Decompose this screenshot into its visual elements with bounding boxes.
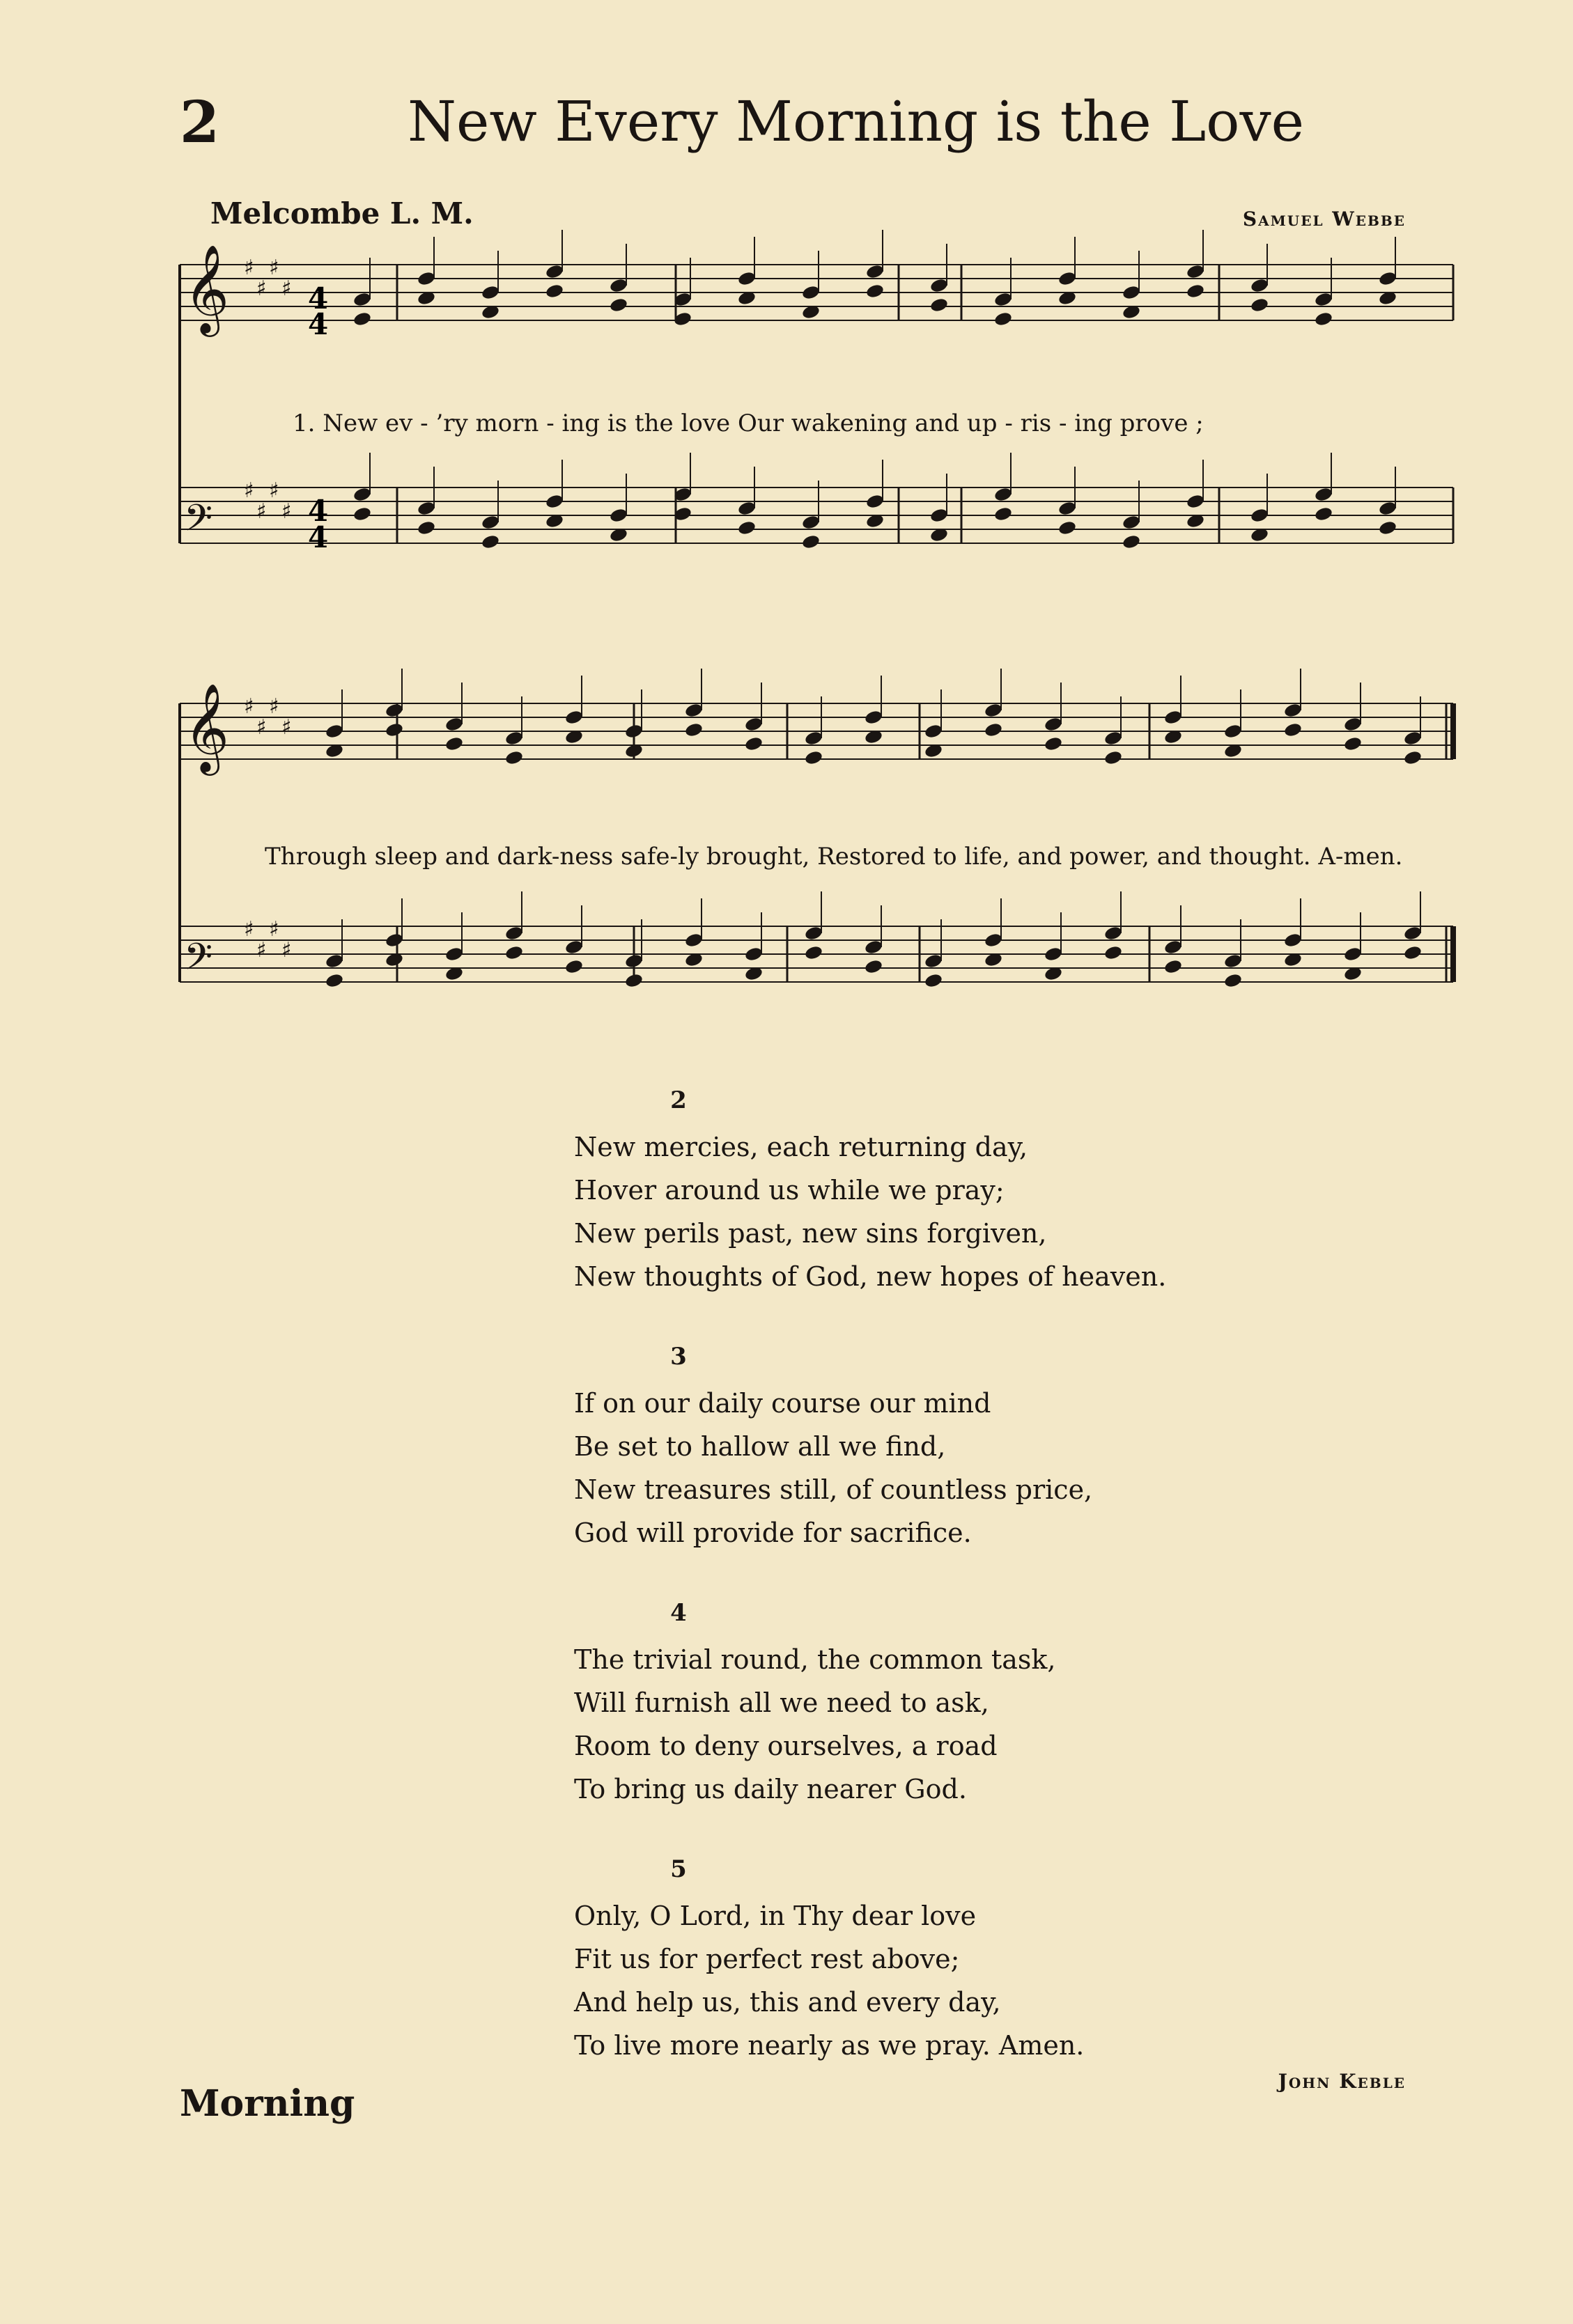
note-head [352, 291, 372, 307]
note-head [993, 486, 1013, 502]
verse-line: Fit us for perfect rest above; [574, 1944, 960, 1974]
note-head [504, 944, 524, 960]
verse-2 [574, 1086, 1271, 1298]
note-head [984, 722, 1003, 738]
note-head [624, 972, 644, 988]
note-head [993, 291, 1013, 307]
key-sharp-icon: ♯ [256, 938, 267, 962]
note-head [929, 507, 949, 523]
note-head [1163, 958, 1183, 974]
note-head [624, 723, 644, 739]
note-head [1186, 283, 1205, 299]
note-head [1403, 925, 1423, 941]
verse-line: Hover around us while we pray; [574, 1175, 1005, 1206]
note-head [684, 702, 704, 718]
note-head [564, 709, 584, 725]
key-sharp-icon: ♯ [269, 694, 279, 719]
note-head [481, 514, 500, 530]
note-head [1314, 291, 1333, 307]
verse-line: If on our daily course our mind [574, 1388, 991, 1419]
note-head [417, 270, 436, 286]
note-head [1103, 730, 1123, 746]
note-head [1044, 735, 1063, 751]
sheet-music [174, 230, 1457, 1017]
note-head [801, 514, 821, 530]
key-sharp-icon: ♯ [281, 499, 292, 524]
note-head [1250, 277, 1269, 293]
staff-systems [180, 230, 1453, 989]
verse-line: New perils past, new sins forgiven, [574, 1218, 1047, 1249]
treble-clef-icon: 𝄞 [184, 683, 230, 772]
note-head [1378, 500, 1397, 516]
verse-line: New mercies, each returning day, [574, 1132, 1028, 1162]
note-head [325, 953, 344, 969]
note-head [385, 722, 404, 738]
note-head [1378, 270, 1397, 286]
verse-line: The trivial round, the common task, [574, 1644, 1056, 1675]
section-label: Morning [180, 2082, 355, 2125]
key-sharp-icon: ♯ [281, 715, 292, 740]
note-head [325, 972, 344, 988]
note-head [929, 297, 949, 313]
verse-line: To bring us daily nearer God. [574, 1774, 967, 1804]
note-head [924, 723, 943, 739]
key-sharp-icon: ♯ [244, 694, 254, 719]
key-sharp-icon: ♯ [244, 478, 254, 503]
time-sig-top-1: 4 [308, 281, 329, 315]
bass-clef-icon: 𝄢 [184, 936, 213, 988]
note-head [624, 953, 644, 969]
verse-line: New treasures still, of countless price, [574, 1474, 1093, 1505]
verse-3 [574, 1343, 1271, 1554]
note-head [684, 932, 704, 948]
note-head [1250, 507, 1269, 523]
note-head [1103, 925, 1123, 941]
note-head [1223, 972, 1243, 988]
key-sharp-icon: ♯ [281, 938, 292, 962]
key-sharp-icon: ♯ [269, 478, 279, 503]
note-head [804, 944, 823, 960]
note-head [444, 716, 464, 732]
note-head [804, 730, 823, 746]
key-sharp-icon: ♯ [281, 276, 292, 301]
note-head [1103, 749, 1123, 765]
note-head [929, 277, 949, 293]
note-head [737, 500, 757, 516]
tune-name: Melcombe L. M. [210, 196, 474, 231]
note-head [1283, 702, 1303, 718]
note-head [564, 958, 584, 974]
note-head [417, 500, 436, 516]
note-head [1186, 263, 1205, 279]
note-head [864, 709, 883, 725]
hymn-number: 2 [180, 89, 220, 156]
note-head [801, 284, 821, 300]
note-head [1223, 723, 1243, 739]
verse-4 [574, 1599, 1271, 1811]
note-head [1378, 520, 1397, 536]
lyric-line-1: 1. New ev - ’ry morn - ing is the love Our wakening and up - ris - ing prove ; [293, 410, 1204, 437]
note-head [801, 533, 821, 549]
note-head [737, 270, 757, 286]
note-head [609, 277, 628, 293]
note-head [1163, 939, 1183, 955]
note-head [865, 283, 885, 299]
note-head [744, 946, 764, 962]
note-head [993, 506, 1013, 522]
note-head [352, 486, 372, 502]
verse-number: 4 [670, 1599, 687, 1627]
note-head [684, 722, 704, 738]
note-head [609, 297, 628, 313]
note-head [481, 533, 500, 549]
note-head [1122, 533, 1141, 549]
note-head [504, 749, 524, 765]
note-head [1403, 749, 1423, 765]
note-head [444, 946, 464, 962]
note-head [444, 735, 464, 751]
note-head [1314, 311, 1333, 327]
note-head [993, 311, 1013, 327]
note-head [352, 506, 372, 522]
note-head [1044, 716, 1063, 732]
note-head [1283, 932, 1303, 948]
note-head [1403, 730, 1423, 746]
time-sig-bottom-2: 4 [308, 520, 329, 554]
note-head [804, 925, 823, 941]
time-sig-bottom-1: 4 [308, 307, 329, 341]
verse-number: 5 [670, 1855, 687, 1883]
note-head [1163, 709, 1183, 725]
lyric-line-2: Through sleep and dark-ness safe-ly brought, Restored to life, and power, and thought. A-men. [265, 843, 1403, 871]
note-head [545, 283, 564, 299]
verse-line: Be set to hallow all we find, [574, 1431, 946, 1462]
note-head [984, 932, 1003, 948]
note-head [1314, 486, 1333, 502]
note-head [1057, 270, 1077, 286]
verse-line: Will furnish all we need to ask, [574, 1687, 989, 1718]
time-sig-top-2: 4 [308, 494, 329, 528]
verse-line: Room to deny ourselves, a road [574, 1731, 998, 1761]
key-sharp-icon: ♯ [269, 256, 279, 280]
verse-line: God will provide for sacrifice. [574, 1518, 972, 1548]
note-head [924, 972, 943, 988]
note-head [504, 925, 524, 941]
note-head [564, 939, 584, 955]
bass-clef-icon: 𝄢 [184, 497, 213, 549]
note-head [984, 702, 1003, 718]
note-head [1186, 493, 1205, 509]
note-head [865, 493, 885, 509]
note-head [417, 520, 436, 536]
key-sharp-icon: ♯ [256, 715, 267, 740]
key-sharp-icon: ♯ [244, 256, 254, 280]
note-head [1122, 514, 1141, 530]
hymn-title: New Every Morning is the Love [408, 89, 1304, 154]
note-head [924, 953, 943, 969]
note-head [1057, 500, 1077, 516]
verse-line: Only, O Lord, in Thy dear love [574, 1901, 977, 1931]
note-head [744, 735, 764, 751]
note-head [1343, 946, 1363, 962]
author-credit: John Keble [1278, 2070, 1406, 2093]
treble-clef-icon: 𝄞 [184, 244, 230, 333]
note-head [352, 311, 372, 327]
verse-number: 3 [670, 1343, 687, 1371]
note-head [1250, 297, 1269, 313]
note-head [1057, 520, 1077, 536]
key-sharp-icon: ♯ [269, 917, 279, 942]
note-head [1403, 944, 1423, 960]
note-head [325, 723, 344, 739]
note-head [1283, 722, 1303, 738]
verses [574, 1086, 1271, 2112]
note-head [609, 507, 628, 523]
note-head [865, 263, 885, 279]
note-head [864, 958, 883, 974]
note-head [1044, 946, 1063, 962]
verse-5 [574, 1855, 1271, 2067]
note-head [804, 749, 823, 765]
note-head [504, 730, 524, 746]
note-head [545, 493, 564, 509]
verse-number: 2 [670, 1086, 687, 1114]
note-head [1343, 716, 1363, 732]
verse-line: And help us, this and every day, [574, 1987, 1001, 2018]
note-head [481, 284, 500, 300]
note-head [1122, 284, 1141, 300]
note-head [744, 716, 764, 732]
key-sharp-icon: ♯ [244, 917, 254, 942]
note-head [385, 702, 404, 718]
note-head [545, 263, 564, 279]
composer-credit: Samuel Webbe [1242, 208, 1406, 231]
note-head [1223, 953, 1243, 969]
verse-line: New thoughts of God, new hopes of heaven. [574, 1261, 1167, 1292]
key-sharp-icon: ♯ [256, 499, 267, 524]
key-sharp-icon: ♯ [256, 276, 267, 301]
note-head [1314, 506, 1333, 522]
verse-line: To live more nearly as we pray. Amen. [574, 2030, 1085, 2061]
note-head [385, 932, 404, 948]
note-head [1343, 735, 1363, 751]
note-head [737, 520, 757, 536]
note-head [1103, 944, 1123, 960]
note-head [864, 939, 883, 955]
